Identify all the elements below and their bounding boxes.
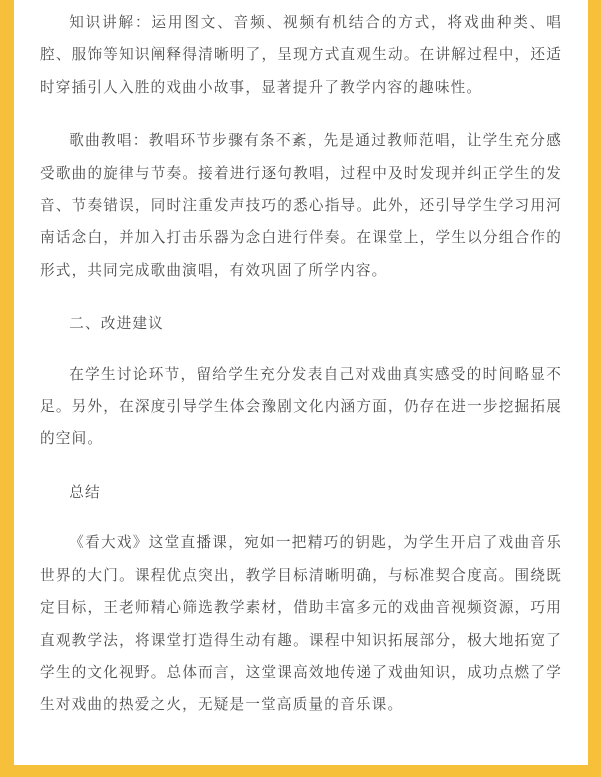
bottom-frame-border (0, 765, 601, 777)
left-frame-border (0, 0, 14, 777)
improvement-heading: 二、改进建议 (69, 315, 164, 333)
improvement-paragraph: 在学生讨论环节，留给学生充分发表自己对戏曲真实感受的时间略显不足。另外，在深度引导学生体会豫剧文化内涵方面，仍存在进一步挖掘拓展的空间。 (40, 365, 562, 448)
right-frame-border (588, 0, 601, 777)
summary-paragraph: 《看大戏》这堂直播课，宛如一把精巧的钥匙，为学生开启了戏曲音乐世界的大门。课程优点突出，教学目标清晰明确，与标准契合度高。围绕既定目标，王老师精心筛选教学素材，借助丰富多元的戏曲音视频资源，巧用直观教学法，将课堂打造得生动有趣。课程中知识拓展部分，极大地拓宽了学生的文化视野。总体而言，这堂课高效地传递了戏曲知识，成功点燃了学生对戏曲的热爱之火，无疑是一堂高质量的音乐课。 (40, 534, 562, 714)
singing-paragraph: 歌曲教唱：教唱环节步骤有条不紊，先是通过教师范唱，让学生充分感受歌曲的旋律与节奏。接着进行逐句教唱，过程中及时发现并纠正学生的发音、节奏错误，同时注重发声技巧的悉心指导。此外，还引导学生学习用河南话念白，并加入打击乐器为念白进行伴奏。在课堂上，学生以分组合作的形式，共同完成歌曲演唱，有效巩固了所学内容。 (40, 132, 562, 279)
summary-heading: 总结 (69, 483, 101, 501)
article-body (40, 7, 562, 743)
knowledge-paragraph: 知识讲解：运用图文、音频、视频有机结合的方式，将戏曲种类、唱腔、服饰等知识阐释得清晰明了，呈现方式直观生动。在讲解过程中，还适时穿插引人入胜的戏曲小故事，显著提升了教学内容的趣味性。 (40, 14, 562, 96)
